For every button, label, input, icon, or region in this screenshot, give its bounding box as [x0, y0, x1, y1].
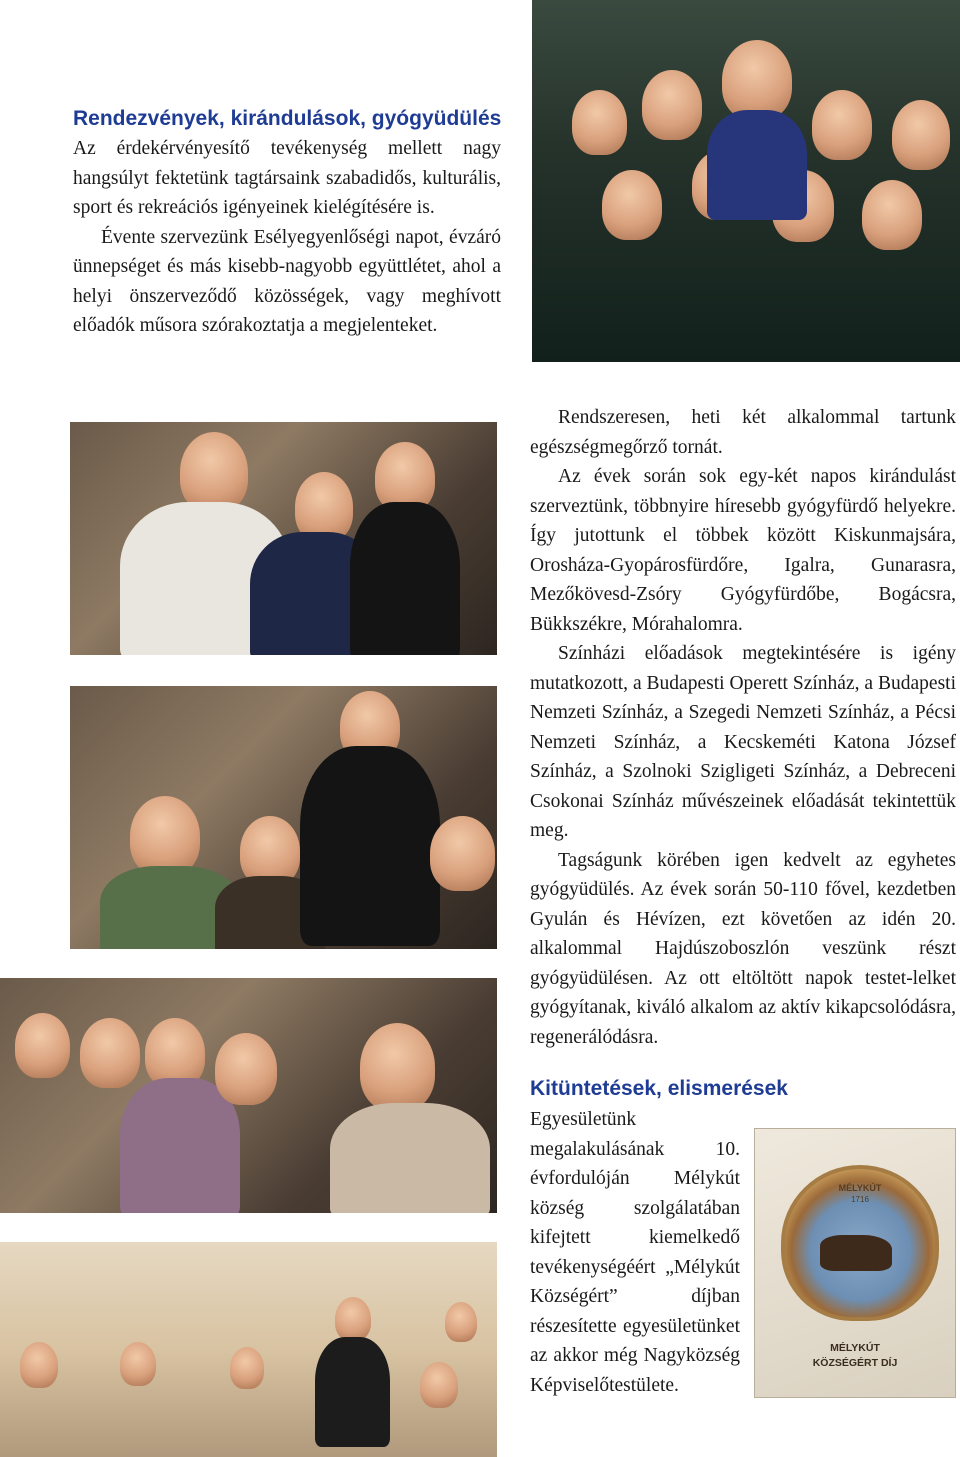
photo-ladies-table	[0, 978, 497, 1213]
emblem-name: MÉLYKÚT	[838, 1183, 882, 1193]
emblem-year: 1716	[851, 1195, 869, 1204]
section-events-text	[73, 134, 501, 341]
photo-banquet-table	[70, 686, 497, 949]
photo-pool-group	[532, 0, 960, 362]
section-awards-text	[530, 1105, 740, 1400]
award-plaque-image	[754, 1128, 956, 1398]
photo-meeting-room	[0, 1242, 497, 1457]
events-paragraph-1: Az érdekérvényesítő tevékenység mellett nagy hangsúlyt fektetünk tagtársaink szabadidős, kulturális, sport és rekreációs igényeinek kielégítésére is.	[73, 138, 501, 218]
right-paragraph-4: Tagságunk körében igen kedvelt az egyhetes gyógyüdülés. Az évek során 50-110 fővel, kezdetben Gyulán és Hévízen, ezt követően az idén 20. alkalommal Hajdúszoboszlón veszünk részt gyógyüdülésen. Az ott eltöltött napok testet-lelket gyógyítanak, kiváló alkalom az aktív kikapcsolódásra, regenerálódásra.	[530, 849, 956, 1048]
emblem-animal-icon	[820, 1235, 892, 1271]
events-paragraph-2: Évente szervezünk Esélyegyenlőségi napot, évzáró ünnepséget és más kisebb-nagyobb együttlétet, ahol a helyi önszerveződő közösségek, vagy meghívott előadók műsora szórakoztatja a megjelenteket.	[73, 226, 501, 336]
awards-paragraph: Egyesületünk megalakulásának 10. évfordulóján Mélykút község szolgálatában kifejtett kiemelkedő tevékenységéért „Mélykút Községért” díjban részesítette egyesületünket az akkor még Nagyközség Képviselőtestülete.	[530, 1109, 740, 1396]
coat-of-arms-emblem	[781, 1165, 939, 1321]
plaque-caption-line1: MÉLYKÚT	[830, 1342, 880, 1354]
plaque-caption-line2: KÖZSÉGÉRT DÍJ	[812, 1357, 898, 1369]
right-column-text	[530, 403, 956, 1052]
right-paragraph-2: Az évek során sok egy-két napos kirándulást szerveztünk, többnyire híresebb gyógyfürdő helyekre. Így jutottunk el többek között Kiskunmajsára, Orosháza-Gyopárosfürdőre, Igalra, Gunarasra, Mezőkövesd-Zsóry Gyógyfürdőbe, Bogácsra, Bükkszékre, Mórahalomra.	[530, 466, 956, 635]
section-heading-awards: Kitüntetések, elismerések	[530, 1077, 788, 1100]
section-heading-events: Rendezvények, kirándulások, gyógyüdülés	[73, 107, 502, 130]
photo-banquet-family	[70, 422, 497, 655]
right-paragraph-1: Rendszeresen, heti két alkalommal tartunk egészségmegőrző tornát.	[530, 407, 956, 458]
right-paragraph-3: Színházi előadások megtekintésére is igény mutatkozott, a Budapesti Operett Színház, a Budapesti Nemzeti Színház, a Szegedi Nemzeti Színház, a Pécsi Nemzeti Színház, a Kecskeméti Katona József Színház, a Szolnoki Szigligeti Színház, a Debreceni Csokonai Színház művészeinek előadását tekintettük meg.	[530, 643, 956, 841]
